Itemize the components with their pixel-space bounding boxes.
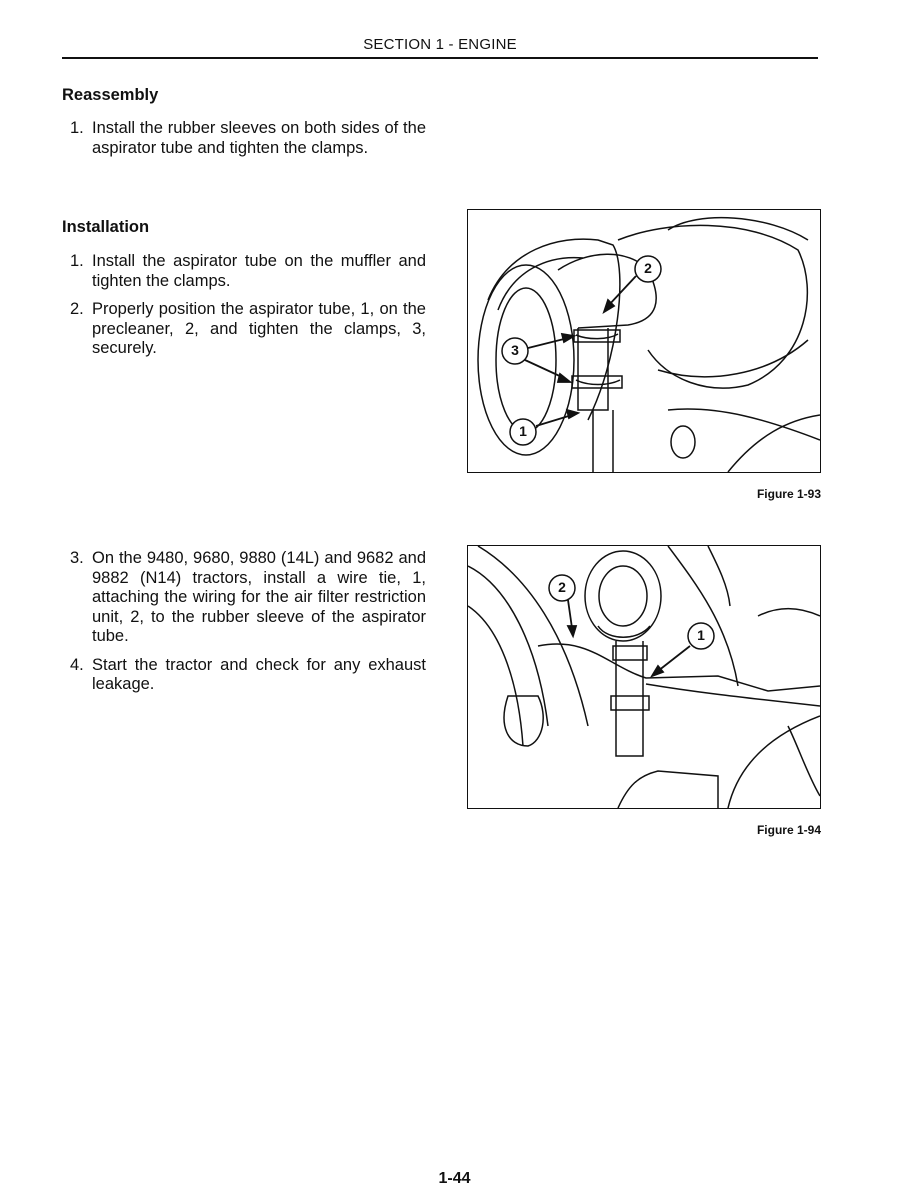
item-number: 4. (70, 655, 84, 674)
item-text: Start the tractor and check for any exhaust leakage. (92, 655, 426, 693)
item-number: 2. (70, 300, 84, 318)
figure-1-93-illustration (467, 209, 821, 473)
item-number: 3. (70, 549, 84, 567)
installation-list (62, 252, 426, 368)
header-rule (62, 57, 818, 59)
steps-list (62, 549, 426, 704)
list-item (62, 656, 426, 695)
list-item (62, 119, 426, 158)
figure-1-94-illustration (467, 545, 821, 809)
item-text: On the 9480, 9680, 9880 (14L) and 9682 and 9882 (N14) tractors, install a wire tie, 1, attaching the wiring for the air filter restriction unit, 2, to the rubber sleeve of the aspirator tube. (92, 549, 426, 645)
item-number: 1. (70, 252, 84, 270)
list-item (62, 549, 426, 647)
list-item (62, 300, 426, 359)
list-item (62, 252, 426, 291)
item-number: 1. (70, 119, 84, 137)
item-text: Install the rubber sleeves on both sides of the aspirator tube and tighten the clamps. (92, 119, 426, 157)
item-text: Properly position the aspirator tube, 1, on the precleaner, 2, and tighten the clamps, 3, securely. (92, 300, 426, 357)
installation-heading: Installation (62, 218, 150, 236)
reassembly-list (62, 119, 426, 167)
reassembly-heading: Reassembly (62, 86, 159, 104)
callout-label: 2 (558, 579, 566, 595)
section-header: SECTION 1 - ENGINE (363, 36, 517, 53)
callout-label: 2 (644, 260, 652, 276)
callout-label: 3 (511, 342, 519, 358)
callout-label: 1 (519, 423, 527, 439)
figure-caption: Figure 1-94 (756, 823, 821, 837)
figure-caption: Figure 1-93 (756, 487, 821, 501)
item-text: Install the aspirator tube on the muffler and tighten the clamps. (92, 252, 426, 290)
page-number: 1-44 (438, 1170, 471, 1187)
callout-label: 1 (697, 627, 705, 643)
